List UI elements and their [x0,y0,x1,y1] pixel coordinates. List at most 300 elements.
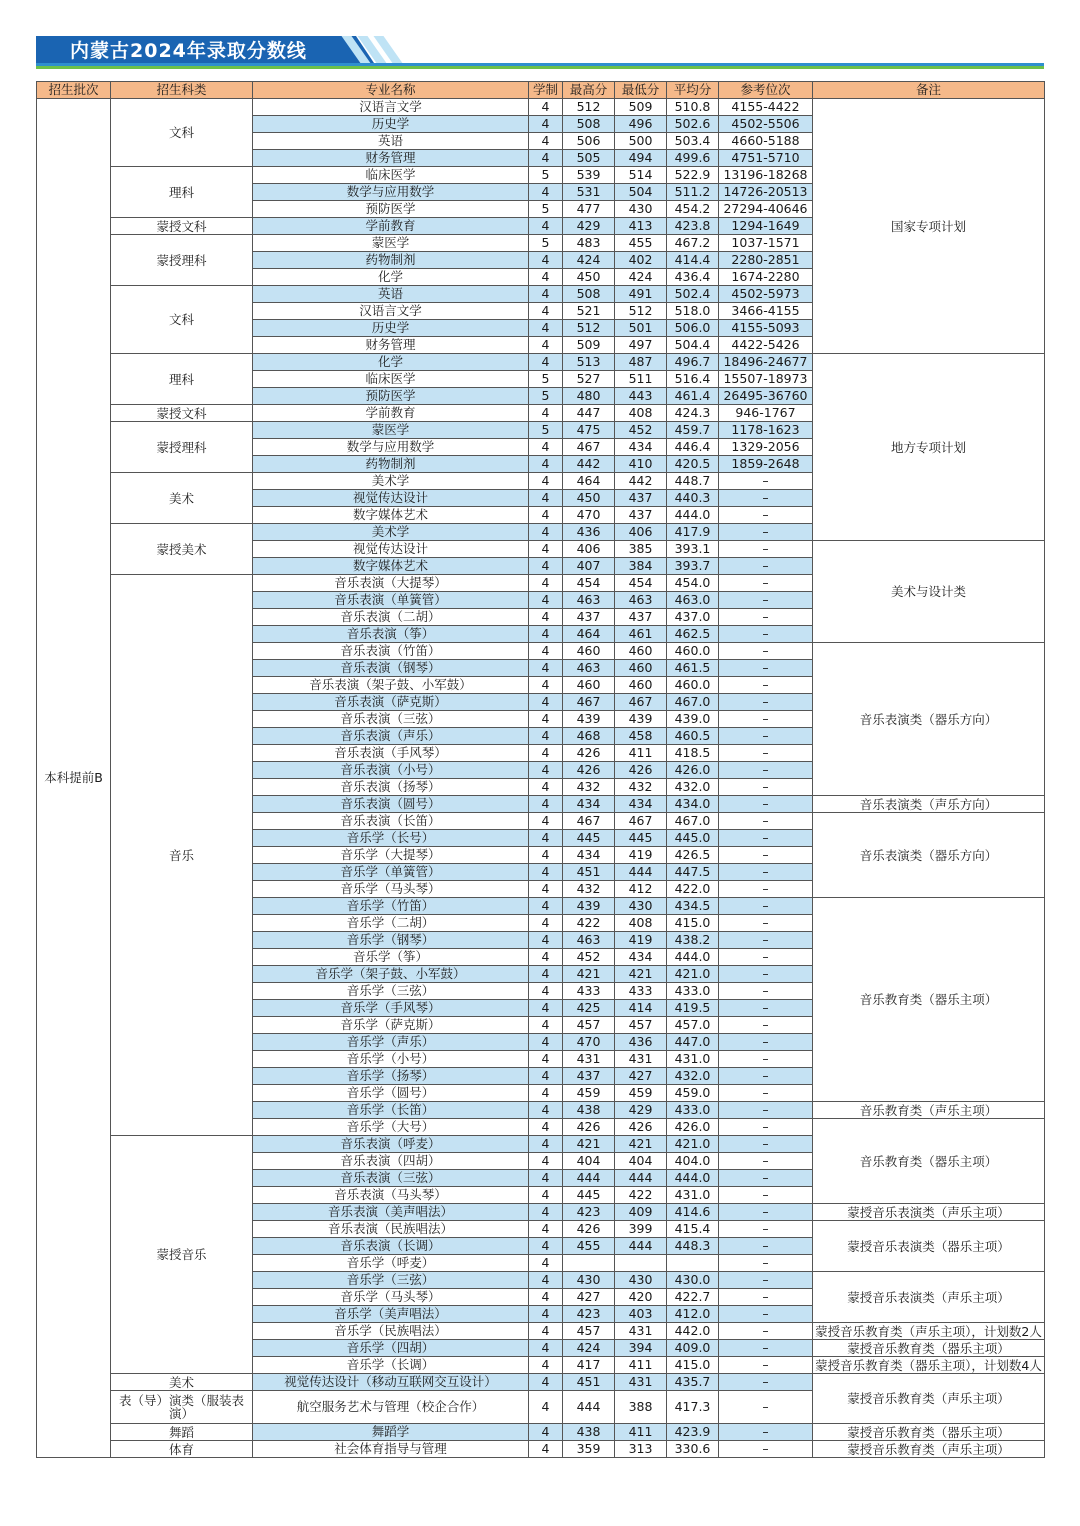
major-cell: 汉语言文学 [253,99,529,116]
max-score-cell: 439 [563,711,615,728]
years-cell: 4 [529,320,563,337]
years-cell: 5 [529,388,563,405]
rank-cell: – [719,1017,813,1034]
min-score-cell: 463 [615,592,667,609]
max-score-cell: 460 [563,677,615,694]
column-header: 学制 [529,82,563,99]
avg-score-cell: 414.4 [667,252,719,269]
page-title: 内蒙古2024年录取分数线 [70,40,307,62]
min-score-cell: 460 [615,677,667,694]
avg-score-cell: 415.4 [667,1221,719,1238]
rank-cell: – [719,745,813,762]
max-score-cell: 427 [563,1289,615,1306]
min-score-cell: 422 [615,1187,667,1204]
avg-score-cell: 504.4 [667,337,719,354]
category-cell: 蒙授理科 [111,235,253,286]
years-cell: 4 [529,881,563,898]
category-cell: 蒙授音乐 [111,1136,253,1374]
avg-score-cell: 454.2 [667,201,719,218]
major-cell: 音乐学（大提琴） [253,847,529,864]
min-score-cell: 437 [615,490,667,507]
major-cell: 音乐学（单簧管） [253,864,529,881]
major-cell: 蒙医学 [253,422,529,439]
major-cell: 音乐学（筝） [253,949,529,966]
rank-cell: 15507-18973 [719,371,813,388]
years-cell: 4 [529,779,563,796]
min-score-cell: 313 [615,1441,667,1458]
avg-score-cell: 424.3 [667,405,719,422]
min-score-cell: 419 [615,847,667,864]
years-cell: 4 [529,1119,563,1136]
min-score-cell: 388 [615,1391,667,1424]
rank-cell: – [719,847,813,864]
max-score-cell: 468 [563,728,615,745]
avg-score-cell: 437.0 [667,609,719,626]
major-cell: 音乐表演（美声唱法） [253,1204,529,1221]
max-score-cell: 438 [563,1102,615,1119]
rank-cell: – [719,1391,813,1424]
major-cell: 临床医学 [253,371,529,388]
min-score-cell: 460 [615,643,667,660]
max-score-cell: 444 [563,1170,615,1187]
years-cell: 4 [529,1051,563,1068]
years-cell: 4 [529,1000,563,1017]
major-cell: 音乐表演（大提琴） [253,575,529,592]
min-score-cell: 491 [615,286,667,303]
min-score-cell: 431 [615,1051,667,1068]
years-cell: 4 [529,949,563,966]
min-score-cell: 458 [615,728,667,745]
years-cell: 4 [529,694,563,711]
years-cell: 4 [529,1357,563,1374]
rank-cell: – [719,694,813,711]
min-score-cell: 444 [615,1170,667,1187]
rank-cell: – [719,1119,813,1136]
table-row [37,1441,1045,1458]
major-cell: 音乐学（竹笛） [253,898,529,915]
major-cell: 音乐表演（长笛） [253,813,529,830]
min-score-cell: 443 [615,388,667,405]
rank-cell: 4422-5426 [719,337,813,354]
max-score-cell: 407 [563,558,615,575]
max-score-cell: 475 [563,422,615,439]
years-cell: 4 [529,1017,563,1034]
years-cell: 4 [529,218,563,235]
major-cell: 财务管理 [253,150,529,167]
max-score-cell: 459 [563,1085,615,1102]
avg-score-cell: 440.3 [667,490,719,507]
avg-score-cell: 409.0 [667,1340,719,1357]
years-cell: 4 [529,490,563,507]
avg-score-cell: 431.0 [667,1187,719,1204]
years-cell: 4 [529,1221,563,1238]
max-score-cell: 451 [563,1374,615,1391]
avg-score-cell: 421.0 [667,966,719,983]
major-cell: 音乐学（长调） [253,1357,529,1374]
avg-score-cell: 419.5 [667,1000,719,1017]
min-score-cell: 411 [615,1357,667,1374]
min-score-cell: 434 [615,949,667,966]
max-score-cell: 467 [563,694,615,711]
max-score-cell: 460 [563,643,615,660]
years-cell: 4 [529,473,563,490]
min-score-cell: 434 [615,796,667,813]
min-score-cell: 430 [615,201,667,218]
rank-cell: – [719,966,813,983]
min-score-cell: 430 [615,1272,667,1289]
min-score-cell: 445 [615,830,667,847]
min-score-cell: 467 [615,813,667,830]
major-cell: 音乐表演（钢琴） [253,660,529,677]
years-cell: 4 [529,286,563,303]
avg-score-cell: 423.8 [667,218,719,235]
avg-score-cell: 438.2 [667,932,719,949]
min-score-cell: 436 [615,1034,667,1051]
years-cell: 4 [529,609,563,626]
max-score-cell: 445 [563,1187,615,1204]
column-header: 招生批次 [37,82,111,99]
min-score-cell: 444 [615,864,667,881]
years-cell: 4 [529,626,563,643]
min-score-cell: 442 [615,473,667,490]
category-cell: 蒙授文科 [111,218,253,235]
rank-cell: – [719,711,813,728]
min-score-cell: 500 [615,133,667,150]
max-score-cell: 436 [563,524,615,541]
max-score-cell: 508 [563,116,615,133]
major-cell: 视觉传达设计 [253,541,529,558]
min-score-cell: 427 [615,1068,667,1085]
rank-cell: 1178-1623 [719,422,813,439]
rank-cell: – [719,830,813,847]
rank-cell: – [719,762,813,779]
remark-cell: 蒙授音乐教育类（声乐主项） [813,1441,1045,1458]
rank-cell: 4660-5188 [719,133,813,150]
years-cell: 4 [529,1374,563,1391]
max-score-cell: 464 [563,626,615,643]
years-cell: 4 [529,796,563,813]
avg-score-cell: 518.0 [667,303,719,320]
major-cell: 音乐学（四胡） [253,1340,529,1357]
avg-score-cell: 502.6 [667,116,719,133]
major-cell: 音乐学（手风琴） [253,1000,529,1017]
table-row [37,354,1045,371]
major-cell: 美术学 [253,524,529,541]
rank-cell: 4502-5973 [719,286,813,303]
remark-cell: 音乐教育类（器乐主项） [813,1119,1045,1204]
rank-cell: – [719,507,813,524]
avg-score-cell: 426.0 [667,1119,719,1136]
min-score-cell: 457 [615,1017,667,1034]
max-score-cell: 457 [563,1017,615,1034]
max-score-cell: 426 [563,762,615,779]
avg-score-cell: 463.0 [667,592,719,609]
avg-score-cell: 502.4 [667,286,719,303]
avg-score-cell: 412.0 [667,1306,719,1323]
max-score-cell: 477 [563,201,615,218]
rank-cell: – [719,1170,813,1187]
min-score-cell: 460 [615,660,667,677]
years-cell: 5 [529,235,563,252]
years-cell: 4 [529,1441,563,1458]
max-score-cell: 426 [563,745,615,762]
table-row [37,99,1045,116]
years-cell: 4 [529,1153,563,1170]
rank-cell: – [719,1000,813,1017]
category-cell: 文科 [111,286,253,354]
min-score-cell: 404 [615,1153,667,1170]
max-score-cell: 470 [563,507,615,524]
table-row [37,1424,1045,1441]
rank-cell: – [719,1323,813,1340]
avg-score-cell [667,1255,719,1272]
years-cell: 4 [529,1306,563,1323]
years-cell: 4 [529,1323,563,1340]
rank-cell: 4502-5506 [719,116,813,133]
rank-cell: – [719,592,813,609]
remark-cell: 音乐教育类（声乐主项） [813,1102,1045,1119]
avg-score-cell: 510.8 [667,99,719,116]
remark-cell: 蒙授音乐教育类（器乐主项），计划数4人 [813,1357,1045,1374]
max-score-cell: 429 [563,218,615,235]
max-score-cell: 421 [563,966,615,983]
min-score-cell: 514 [615,167,667,184]
years-cell: 4 [529,762,563,779]
min-score-cell: 487 [615,354,667,371]
avg-score-cell: 459.7 [667,422,719,439]
avg-score-cell: 330.6 [667,1441,719,1458]
major-cell: 音乐表演（长调） [253,1238,529,1255]
major-cell: 音乐学（二胡） [253,915,529,932]
avg-score-cell: 418.5 [667,745,719,762]
avg-score-cell: 442.0 [667,1323,719,1340]
years-cell: 4 [529,932,563,949]
min-score-cell: 411 [615,1424,667,1441]
rank-cell: – [719,575,813,592]
major-cell: 音乐学（三弦） [253,1272,529,1289]
min-score-cell: 413 [615,218,667,235]
major-cell: 音乐表演（三弦） [253,711,529,728]
years-cell: 4 [529,405,563,422]
avg-score-cell: 433.0 [667,983,719,1000]
max-score-cell: 480 [563,388,615,405]
rank-cell: – [719,728,813,745]
years-cell: 4 [529,303,563,320]
rank-cell: 27294-40646 [719,201,813,218]
major-cell: 音乐表演（三弦） [253,1170,529,1187]
years-cell: 4 [529,1085,563,1102]
remark-cell: 蒙授音乐表演类（声乐主项） [813,1204,1045,1221]
rank-cell: – [719,1153,813,1170]
category-cell: 理科 [111,354,253,405]
major-cell: 音乐表演（声乐） [253,728,529,745]
avg-score-cell: 417.9 [667,524,719,541]
max-score-cell: 506 [563,133,615,150]
years-cell: 4 [529,1170,563,1187]
years-cell: 4 [529,558,563,575]
min-score-cell: 403 [615,1306,667,1323]
major-cell: 数学与应用数学 [253,439,529,456]
remark-cell: 音乐表演类（器乐方向） [813,813,1045,898]
avg-score-cell: 417.3 [667,1391,719,1424]
avg-score-cell: 461.5 [667,660,719,677]
avg-score-cell: 448.3 [667,1238,719,1255]
max-score-cell: 423 [563,1306,615,1323]
category-cell: 理科 [111,167,253,218]
max-score-cell: 442 [563,456,615,473]
years-cell: 5 [529,422,563,439]
max-score-cell: 406 [563,541,615,558]
category-cell: 体育 [111,1441,253,1458]
avg-score-cell: 393.1 [667,541,719,558]
min-score-cell: 414 [615,1000,667,1017]
max-score-cell: 467 [563,813,615,830]
years-cell: 4 [529,1255,563,1272]
table-header-row [37,82,1045,99]
rank-cell: – [719,898,813,915]
header-rule-green [36,66,1044,69]
min-score-cell: 430 [615,898,667,915]
avg-score-cell: 421.0 [667,1136,719,1153]
rank-cell: 14726-20513 [719,184,813,201]
max-score-cell: 521 [563,303,615,320]
max-score-cell: 426 [563,1119,615,1136]
avg-score-cell: 393.7 [667,558,719,575]
min-score-cell: 501 [615,320,667,337]
years-cell: 4 [529,575,563,592]
major-cell: 音乐表演（手风琴） [253,745,529,762]
max-score-cell: 447 [563,405,615,422]
max-score-cell: 432 [563,779,615,796]
years-cell: 4 [529,269,563,286]
remark-cell: 蒙授音乐教育类（声乐主项） [813,1374,1045,1424]
avg-score-cell: 467.0 [667,694,719,711]
min-score-cell: 420 [615,1289,667,1306]
major-cell: 药物制剂 [253,456,529,473]
rank-cell: – [719,1136,813,1153]
min-score-cell: 426 [615,1119,667,1136]
rank-cell: – [719,1204,813,1221]
remark-cell: 蒙授音乐教育类（器乐主项） [813,1424,1045,1441]
avg-score-cell: 467.2 [667,235,719,252]
max-score-cell: 509 [563,337,615,354]
years-cell: 4 [529,337,563,354]
major-cell: 音乐学（钢琴） [253,932,529,949]
rank-cell: – [719,881,813,898]
max-score-cell: 434 [563,796,615,813]
min-score-cell: 408 [615,915,667,932]
rank-cell: 13196-18268 [719,167,813,184]
years-cell: 4 [529,1187,563,1204]
max-score-cell: 437 [563,609,615,626]
avg-score-cell: 457.0 [667,1017,719,1034]
min-score-cell: 385 [615,541,667,558]
rank-cell: – [719,1306,813,1323]
avg-score-cell: 432.0 [667,1068,719,1085]
rank-cell: – [719,1441,813,1458]
min-score-cell: 437 [615,507,667,524]
rank-cell: 3466-4155 [719,303,813,320]
min-score-cell: 497 [615,337,667,354]
avg-score-cell: 448.7 [667,473,719,490]
major-cell: 音乐学（圆号） [253,1085,529,1102]
rank-cell: 2280-2851 [719,252,813,269]
avg-score-cell: 434.5 [667,898,719,915]
avg-score-cell: 415.0 [667,1357,719,1374]
max-score-cell: 463 [563,660,615,677]
avg-score-cell: 444.0 [667,949,719,966]
rank-cell: – [719,609,813,626]
rank-cell: 26495-36760 [719,388,813,405]
column-header: 备注 [813,82,1045,99]
rank-cell: – [719,660,813,677]
column-header: 专业名称 [253,82,529,99]
major-cell: 音乐表演（单簧管） [253,592,529,609]
years-cell: 4 [529,1289,563,1306]
min-score-cell: 459 [615,1085,667,1102]
min-score-cell: 434 [615,439,667,456]
major-cell: 音乐学（马头琴） [253,881,529,898]
max-score-cell: 463 [563,932,615,949]
rank-cell: 1037-1571 [719,235,813,252]
max-score-cell: 539 [563,167,615,184]
avg-score-cell: 422.0 [667,881,719,898]
years-cell: 4 [529,677,563,694]
remark-cell: 美术与设计类 [813,541,1045,643]
max-score-cell: 508 [563,286,615,303]
category-cell: 美术 [111,1374,253,1391]
min-score-cell [615,1255,667,1272]
avg-score-cell: 503.4 [667,133,719,150]
max-score-cell: 513 [563,354,615,371]
major-cell: 音乐表演（架子鼓、小军鼓） [253,677,529,694]
major-cell: 音乐学（架子鼓、小军鼓） [253,966,529,983]
min-score-cell: 454 [615,575,667,592]
max-score-cell: 431 [563,1051,615,1068]
max-score-cell: 464 [563,473,615,490]
years-cell: 4 [529,847,563,864]
years-cell: 4 [529,1136,563,1153]
max-score-cell: 531 [563,184,615,201]
min-score-cell: 419 [615,932,667,949]
major-cell: 音乐表演（圆号） [253,796,529,813]
major-cell: 化学 [253,269,529,286]
min-score-cell: 410 [615,456,667,473]
avg-score-cell: 423.9 [667,1424,719,1441]
major-cell: 英语 [253,286,529,303]
years-cell: 4 [529,660,563,677]
avg-score-cell: 439.0 [667,711,719,728]
min-score-cell: 394 [615,1340,667,1357]
avg-score-cell: 430.0 [667,1272,719,1289]
rank-cell: – [719,677,813,694]
rank-cell: – [719,1272,813,1289]
max-score-cell: 421 [563,1136,615,1153]
category-cell: 蒙授理科 [111,422,253,473]
min-score-cell: 504 [615,184,667,201]
avg-score-cell: 420.5 [667,456,719,473]
rank-cell: 1859-2648 [719,456,813,473]
remark-cell: 蒙授音乐教育类（声乐主项），计划数2人 [813,1323,1045,1340]
rank-cell: – [719,1238,813,1255]
min-score-cell: 444 [615,1238,667,1255]
remark-cell: 国家专项计划 [813,99,1045,354]
major-cell: 蒙医学 [253,235,529,252]
min-score-cell: 509 [615,99,667,116]
major-cell: 音乐表演（筝） [253,626,529,643]
years-cell: 4 [529,1340,563,1357]
min-score-cell: 512 [615,303,667,320]
